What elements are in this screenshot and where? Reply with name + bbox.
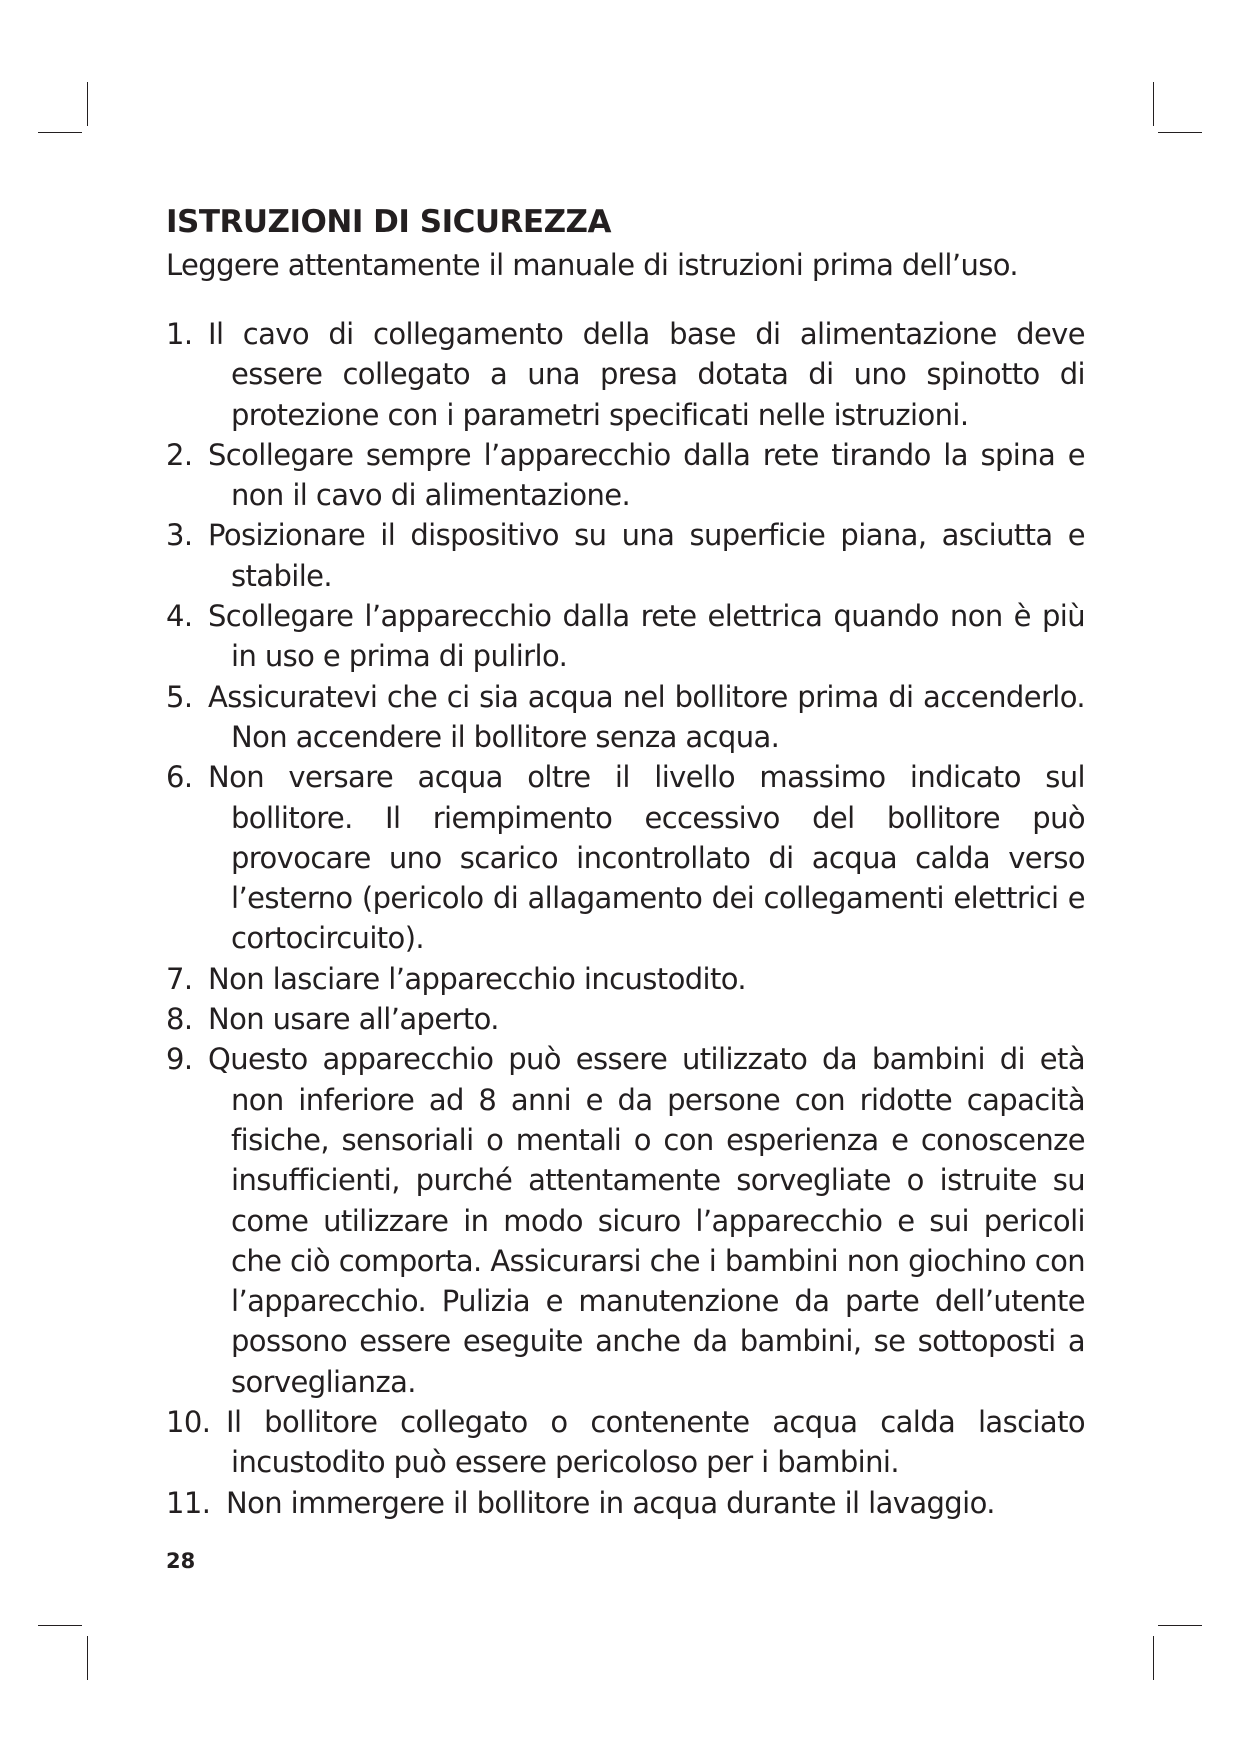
item-text: Il cavo di collegamento della base di alimentazione deve essere collegato a una presa dotata di uno spinotto di protezione con i parametri specificati nelle istruzioni. <box>208 317 1085 432</box>
item-number: 3. <box>166 518 193 553</box>
item-text: Non lasciare l’apparecchio incustodito. <box>208 961 747 996</box>
item-number: 9. <box>166 1042 193 1077</box>
list-item <box>166 757 1085 958</box>
list-item <box>166 959 1085 999</box>
item-number: 10. <box>166 1405 211 1440</box>
item-text: Non usare all’aperto. <box>208 1002 499 1037</box>
safety-instructions-list <box>166 314 1085 1523</box>
crop-mark-top-right-vertical <box>1153 82 1154 126</box>
item-number: 11. <box>166 1485 211 1520</box>
page-content <box>166 200 1085 1523</box>
crop-mark-top-left-vertical <box>87 82 88 126</box>
item-number: 5. <box>166 679 193 714</box>
item-text: Posizionare il dispositivo su una superficie piana, asciutta e stabile. <box>208 518 1085 593</box>
crop-mark-bottom-right-vertical <box>1153 1636 1154 1680</box>
item-text: Scollegare l’apparecchio dalla rete elettrica quando non è più in uso e prima di pulirlo. <box>208 599 1085 674</box>
list-item <box>166 435 1085 516</box>
crop-mark-top-left-horizontal <box>38 132 82 133</box>
item-text: Non versare acqua oltre il livello massimo indicato sul bollitore. Il riempimento eccessivo del bollitore può provocare uno scarico incontrollato di acqua calda verso l’esterno (pericolo di allagamento dei collegamenti elettrici e cortocircuito). <box>208 760 1085 956</box>
list-item <box>166 596 1085 677</box>
item-number: 2. <box>166 437 193 472</box>
list-item <box>166 1039 1085 1402</box>
list-item <box>166 515 1085 596</box>
page-title: ISTRUZIONI DI SICUREZZA <box>166 204 612 240</box>
list-item <box>166 677 1085 758</box>
item-text: Non immergere il bollitore in acqua durante il lavaggio. <box>226 1485 995 1520</box>
crop-mark-bottom-left-vertical <box>87 1636 88 1680</box>
list-item <box>166 1483 1085 1523</box>
list-item <box>166 314 1085 435</box>
item-text: Assicuratevi che ci sia acqua nel bollitore prima di accenderlo. Non accendere il bollitore senza acqua. <box>208 679 1085 754</box>
page-subtitle: Leggere attentamente il manuale di istruzioni prima dell’uso. <box>166 248 1019 282</box>
list-item <box>166 999 1085 1039</box>
crop-mark-top-right-horizontal <box>1158 132 1202 133</box>
list-item <box>166 1402 1085 1483</box>
crop-mark-bottom-left-horizontal <box>38 1625 82 1626</box>
item-text: Il bollitore collegato o contenente acqua calda lasciato incustodito può essere pericoloso per i bambini. <box>226 1405 1085 1480</box>
item-number: 7. <box>166 961 193 996</box>
page-number: 28 <box>166 1549 196 1573</box>
item-number: 1. <box>166 317 193 351</box>
item-text: Questo apparecchio può essere utilizzato da bambini di età non inferiore ad 8 anni e da persone con ridotte capacità fisiche, sensoriali o mentali o con esperienza e conoscenze insufficienti, purché attentamente sorvegliate o istruite su come utilizzare in modo sicuro l’apparecchio e sui pericoli che ciò comporta. Assicurarsi che i bambini non giochino con l’apparecchio. Pulizia e manutenzione da parte dell’utente possono essere eseguite anche da bambini, se sottoposti a sorveglianza. <box>208 1042 1085 1399</box>
item-number: 8. <box>166 1002 193 1037</box>
item-number: 6. <box>166 760 193 795</box>
crop-mark-bottom-right-horizontal <box>1158 1625 1202 1626</box>
item-text: Scollegare sempre l’apparecchio dalla rete tirando la spina e non il cavo di alimentazione. <box>208 437 1085 513</box>
item-number: 4. <box>166 599 193 634</box>
